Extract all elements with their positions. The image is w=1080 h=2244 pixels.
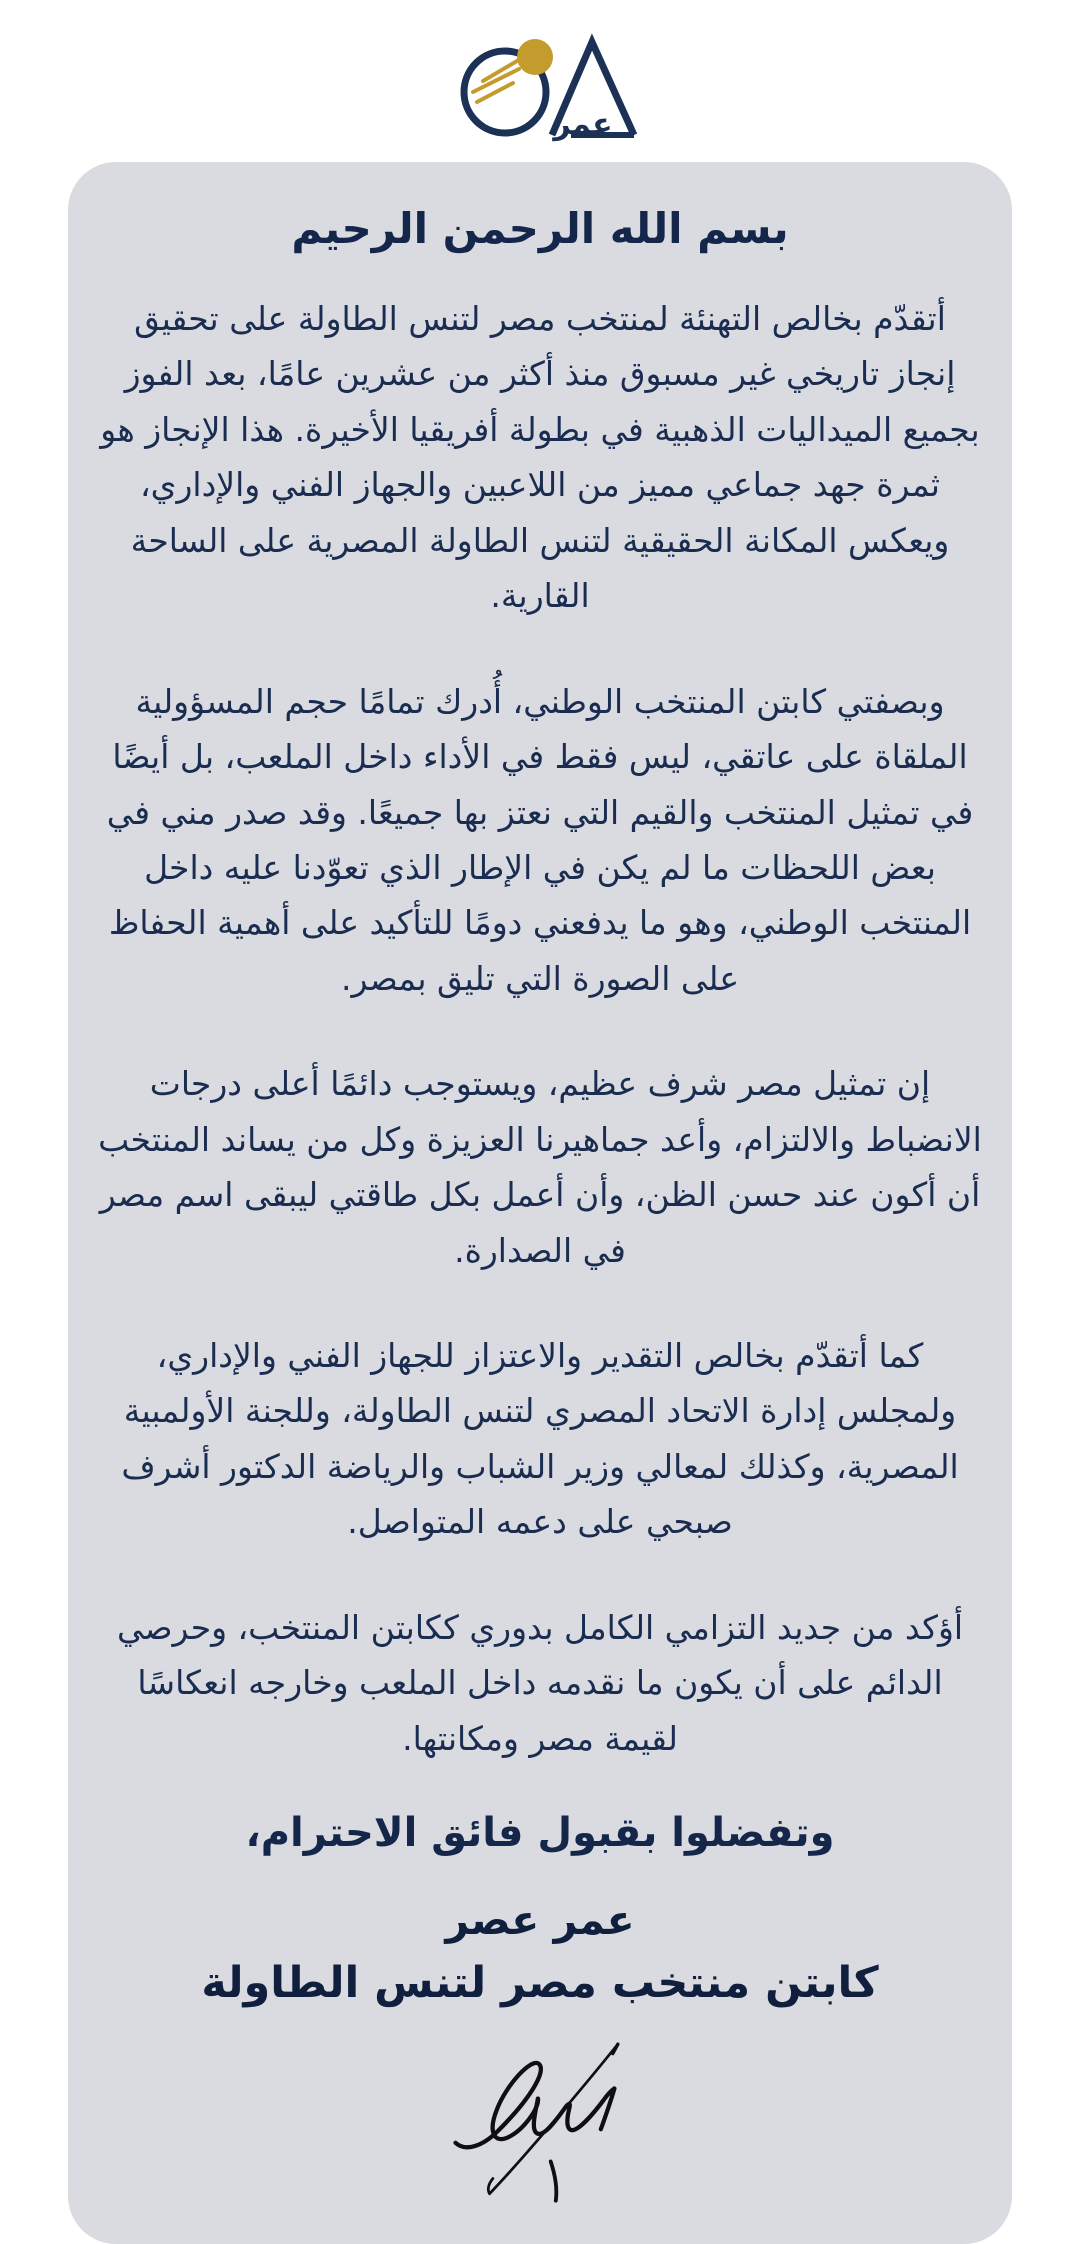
basmala-heading: بسم الله الرحمن الرحيم [291,204,789,253]
paragraph-commitment: أؤكد من جديد التزامي الكامل بدوري ككابتن المنتخب، وحرصي الدائم على أن يكون ما نقدمه داخل الملعب وخارجه انعكاسًا لقيمة مصر ومكانتها. [116,1607,964,1758]
letter-body [98,291,982,1766]
signatory-title: كابتن منتخب مصر لتنس الطاولة [201,1958,879,2009]
logo-arabic-monogram: عمر [553,107,613,142]
signatory-name: عمر عصر [445,1896,635,1945]
closing-salutation: وتفضلوا بقبول فائق الاحترام، [245,1810,835,1857]
handwritten-signature-icon [413,2034,668,2204]
paragraph-responsibility: وبصفتي كابتن المنتخب الوطني، أُدرك تمامًا حجم المسؤولية الملقاة على عاتقي، ليس فقط في الأداء داخل الملعب، بل أيضًا في تمثيل المنتخب والقيم التي نعتز بها جميعًا. وقد صدر مني في بعض اللحظات ما لم يكن في الإطار الذي تعوّدنا عليه داخل المنتخب الوطني، وهو ما يدفعني دومًا للتأكيد على أهمية الحفاظ على الصورة التي تليق بمصر. [106,681,974,998]
paragraph-honor-discipline: إن تمثيل مصر شرف عظيم، ويستوجب دائمًا أعلى درجات الانضباط والالتزام، وأعد جماهيرنا العزيزة وكل من يساند المنتخب أن أكون عند حسن الظن، وأن أعمل بكل طاقتي ليبقى اسم مصر في الصدارة. [98,1064,982,1270]
omar-assar-logo-icon [431,26,649,144]
statement-card [68,162,1012,2244]
paragraph-gratitude: كما أتقدّم بخالص التقدير والاعتزاز للجهاز الفني والإداري، ولمجلس إدارة الاتحاد المصري لتنس الطاولة، وللجنة الأولمبية المصرية، وكذلك لمعالي وزير الشباب والرياضة الدكتور أشرف صبحي على دعمه المتواصل. [121,1336,959,1542]
paragraph-congratulations: أتقدّم بخالص التهنئة لمنتخب مصر لتنس الطاولة على تحقيق إنجاز تاريخي غير مسبوق منذ أكثر من عشرين عامًا، بعد الفوز بجميع الميداليات الذهبية في بطولة أفريقيا الأخيرة. هذا الإنجاز هو ثمرة جهد جماعي مميز من اللاعبين والجهاز الفني والإداري، ويعكس المكانة الحقيقية لتنس الطاولة المصرية على الساحة القارية. [100,299,980,616]
signature-container [98,2034,982,2210]
logo-container [0,26,1080,144]
